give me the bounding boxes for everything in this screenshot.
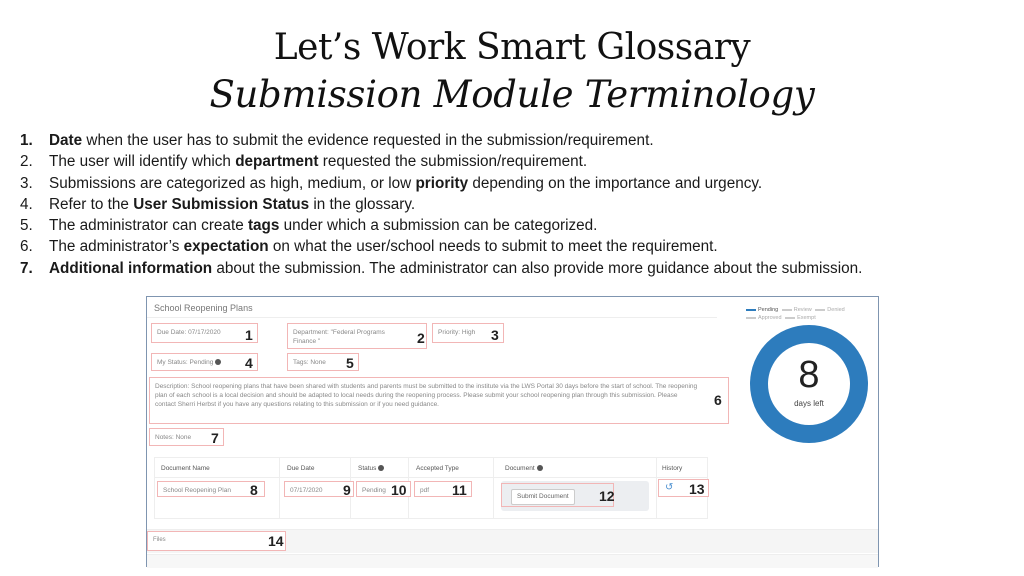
- priority-field: Priority: High: [432, 323, 504, 343]
- submit-document-button[interactable]: Submit Document: [511, 489, 575, 505]
- history-icon[interactable]: ↺: [665, 482, 674, 493]
- days-left-label: days left: [794, 399, 824, 408]
- accepted-type-cell: pdf: [414, 481, 472, 497]
- glossary-item: 4. Refer to the User Submission Status in the glossary.: [20, 195, 416, 213]
- column-header-status: Status: [358, 465, 384, 472]
- slide-subtitle: Submission Module Terminology: [209, 73, 815, 116]
- legend-swatch: [782, 309, 792, 311]
- column-header-history: History: [662, 465, 683, 472]
- status-legend: Pending Review Denied Approved Exempt: [746, 306, 845, 322]
- submission-module-screenshot: [146, 296, 879, 567]
- callout-1: 1: [245, 327, 253, 343]
- glossary-item: 2. The user will identify which department requested the submission/requirement.: [20, 153, 588, 171]
- column-header-document-name: Document Name: [161, 465, 210, 472]
- glossary-item: 5. The administrator can create tags under which a submission can be categorized.: [20, 217, 598, 235]
- column-header-due-date: Due Date: [287, 465, 315, 472]
- status-cell: Pending: [356, 481, 411, 497]
- panel-title: School Reopening Plans: [154, 303, 253, 313]
- column-header-accepted-type: Accepted Type: [416, 465, 459, 472]
- callout-9: 9: [343, 482, 351, 498]
- glossary-item: 7. Additional information about the submission. The administrator can also provide more guidance about the submission.: [20, 259, 863, 277]
- days-left-donut-chart: [750, 325, 868, 443]
- info-icon[interactable]: [378, 465, 384, 471]
- glossary-list: [20, 130, 1020, 279]
- callout-8: 8: [250, 482, 258, 498]
- divider: [147, 317, 717, 318]
- info-icon[interactable]: [537, 465, 543, 471]
- documents-table: [154, 457, 708, 519]
- legend-swatch: [815, 309, 825, 311]
- due-date-cell: 07/17/2020: [284, 481, 354, 497]
- slide-title: Let’s Work Smart Glossary: [273, 27, 751, 68]
- callout-13: 13: [689, 481, 705, 497]
- due-date-field: Due Date: 07/17/2020: [151, 323, 258, 343]
- days-left-value: 8: [798, 354, 820, 396]
- info-icon[interactable]: [215, 359, 221, 365]
- callout-14: 14: [268, 533, 284, 549]
- callout-5: 5: [346, 355, 354, 371]
- glossary-item: 3. Submissions are categorized as high, medium, or low priority depending on the importance and urgency.: [20, 174, 763, 192]
- callout-3: 3: [491, 327, 499, 343]
- callout-7: 7: [211, 430, 219, 446]
- tags-field: Tags: None: [287, 353, 359, 371]
- glossary-item: 6. The administrator’s expectation on what the user/school needs to submit to meet the requirement.: [20, 238, 718, 256]
- callout-10: 10: [391, 482, 407, 498]
- column-header-document: Document: [505, 465, 543, 472]
- files-field[interactable]: Files: [147, 531, 286, 551]
- callout-12: 12: [599, 488, 615, 504]
- callout-11: 11: [452, 482, 467, 498]
- callout-6: 6: [714, 392, 722, 408]
- legend-swatch: [785, 317, 795, 319]
- legend-swatch: [746, 309, 756, 311]
- callout-2: 2: [417, 330, 425, 346]
- notes-field: Notes: None: [149, 428, 224, 446]
- my-status-field: My Status: Pending: [151, 353, 258, 371]
- callout-4: 4: [245, 355, 253, 371]
- description-field: Description: School reopening plans that have been shared with students and parents must be submitted to the institute via the LWS Portal 30 days before the start of school. The reopening plan of each school is a local decision and should be adapted to local needs during the reopening process. Please submit your school reopening plan through this submission. Please contact Sherri Herbst if you have any questions relating to this submission or if you need guidance.: [149, 377, 729, 424]
- legend-swatch: [746, 317, 756, 319]
- department-field: Department: "Federal Programs Finance ": [287, 323, 427, 349]
- glossary-item: 1. Date when the user has to submit the evidence requested in the submission/requirement.: [20, 132, 654, 149]
- document-name-cell: School Reopening Plan: [157, 481, 265, 497]
